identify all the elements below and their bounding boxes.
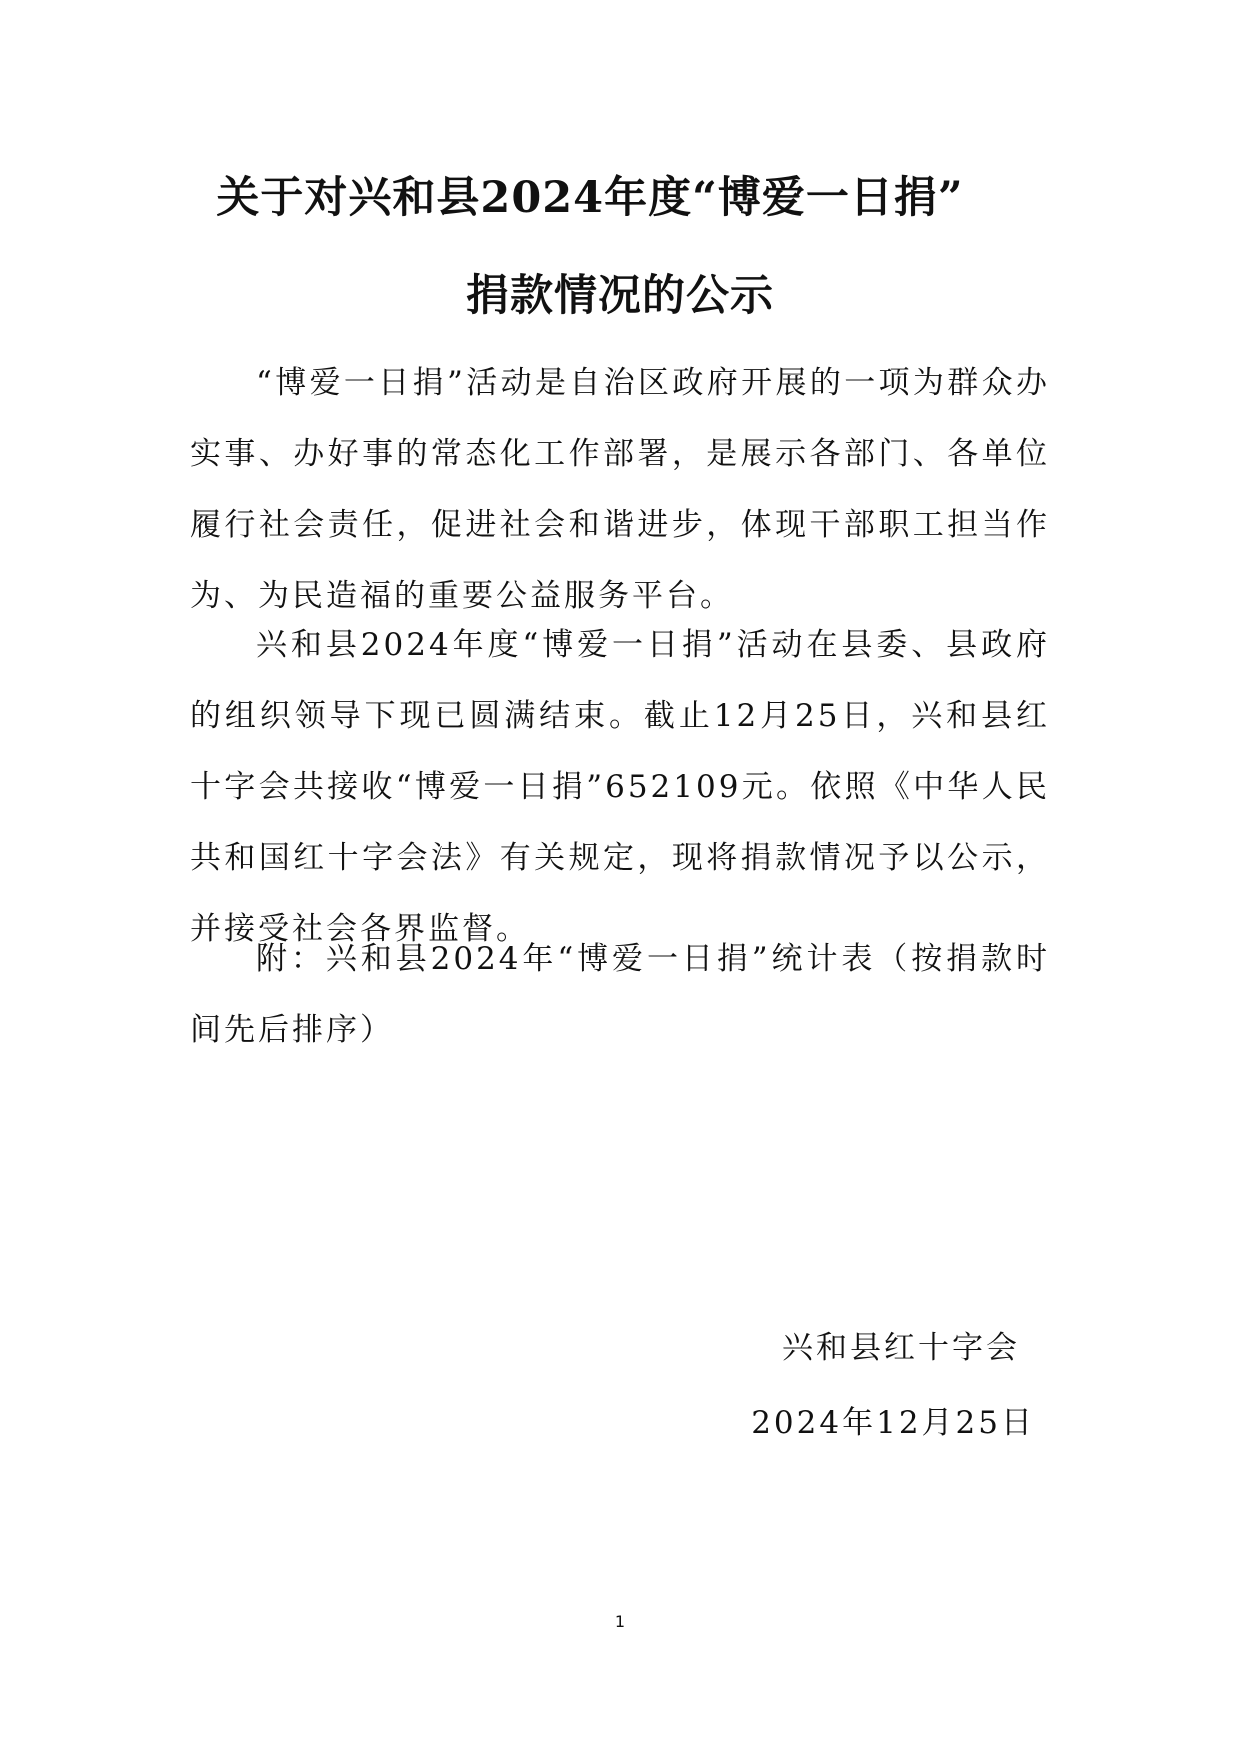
- signature-organization: 兴和县红十字会: [782, 1330, 1020, 1366]
- document-title-line-2: 捐款情况的公示: [466, 271, 774, 321]
- body-paragraph-donation-result: 兴和县2024年度“博爱一日捐”活动在县委、县政府的组织领导下现已圆满结束。截止12月25日，兴和县红十字会共接收“博爱一日捐”652109元。依照《中华人民共和国红十字会法》有关规定，现将捐款情况予以公示，并接受社会各界监督。: [190, 627, 1050, 947]
- body-paragraph-intro: “博爱一日捐”活动是自治区政府开展的一项为群众办实事、办好事的常态化工作部署，是展示各部门、各单位履行社会责任，促进社会和谐进步，体现干部职工担当作为、为民造福的重要公益服务平台。: [190, 365, 1050, 614]
- body-paragraph-attachment-note: 附：兴和县2024年“博爱一日捐”统计表（按捐款时间先后排序）: [190, 941, 1050, 1048]
- document-title-line-1: 关于对兴和县2024年度“博爱一日捐”: [216, 173, 964, 223]
- signature-date: 2024年12月25日: [751, 1405, 1035, 1441]
- page-number: 1: [614, 1612, 626, 1631]
